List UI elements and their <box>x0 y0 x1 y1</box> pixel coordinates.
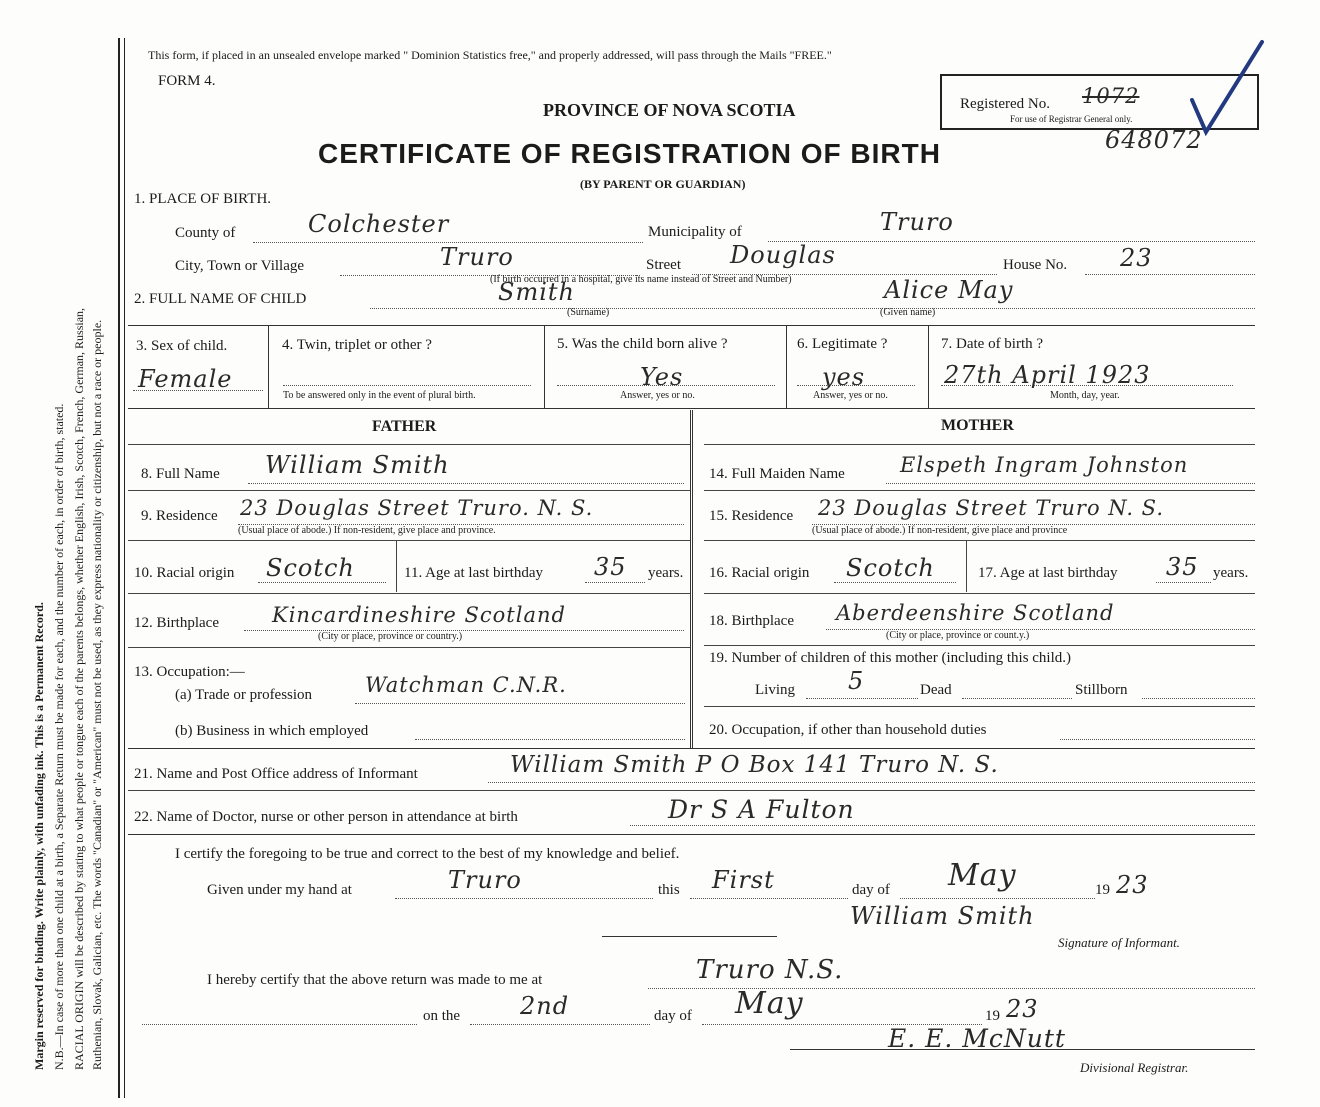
mother-racial: Scotch <box>846 554 935 582</box>
dayof-label: day of <box>852 882 890 898</box>
father-racial-label: 10. Racial origin <box>134 565 235 581</box>
given-label: Given under my hand at <box>207 882 352 898</box>
given-caption: (Given name) <box>880 307 936 318</box>
living-label: Living <box>755 682 795 698</box>
dob-label: 7. Date of birth ? <box>941 336 1044 352</box>
trade-value: Watchman C.N.R. <box>365 673 567 697</box>
alive-caption: Answer, yes or no. <box>620 390 695 401</box>
street-label: Street <box>646 257 681 273</box>
father-residence: 23 Douglas Street Truro. N. S. <box>240 496 594 520</box>
mother-residence-caption: (Usual place of abode.) If non-resident, give place and province <box>812 525 1068 536</box>
informant-value: William Smith P O Box 141 Truro N. S. <box>510 752 999 778</box>
county-label: County of <box>175 225 236 241</box>
father-birthplace-caption: (City or place, province or country.) <box>318 631 463 642</box>
registered-label: Registered No. <box>960 96 1050 112</box>
twin-note: To be answered only in the event of plural birth. <box>283 390 476 401</box>
registrar-signature: E. E. McNutt <box>888 1024 1066 1053</box>
business-label: (b) Business in which employed <box>175 723 369 739</box>
mother-birthplace-caption: (City or place, province or count.y.) <box>886 630 1030 641</box>
father-age-unit: years. <box>648 565 684 581</box>
certify-statement: I certify the foregoing to be true and correct to the best of my knowledge and belief. <box>175 846 680 862</box>
father-name: William Smith <box>265 451 450 479</box>
given-place: Truro <box>448 866 522 894</box>
registered-number: 1072 <box>1082 84 1140 108</box>
children-count-label: 19. Number of children of this mother (including this child.) <box>709 650 1072 666</box>
child-given-name: Alice May <box>884 276 1014 304</box>
municipality-label: Municipality of <box>648 224 742 240</box>
signature-caption: Signature of Informant. <box>1058 935 1180 950</box>
informant-label: 21. Name and Post Office address of Informant <box>134 766 418 782</box>
mother-age-unit: years. <box>1213 565 1249 581</box>
registrar-caption: Divisional Registrar. <box>1080 1060 1189 1075</box>
form-number: FORM 4. <box>158 73 216 89</box>
hospital-note: (If birth occurred in a hospital, give its name instead of Street and Number) <box>490 274 792 285</box>
certificate-subtitle: (BY PARENT OR GUARDIAN) <box>580 177 746 191</box>
mother-age-label: 17. Age at last birthday <box>978 565 1118 581</box>
margin-rule <box>118 38 120 1098</box>
sex-label: 3. Sex of child. <box>136 338 228 354</box>
mother-racial-label: 16. Racial origin <box>709 565 810 581</box>
sidebar-line-1: Margin reserved for binding. Write plainly, with unfading ink. This is a Permanent Record. <box>32 602 46 1070</box>
dob-value: 27th April 1923 <box>944 361 1151 389</box>
handwritten-number: 648072 <box>1105 126 1203 154</box>
father-residence-label: 9. Residence <box>141 508 218 524</box>
province-heading: PROVINCE OF NOVA SCOTIA <box>543 100 796 120</box>
living-value: 5 <box>848 667 865 695</box>
father-age: 35 <box>594 553 627 581</box>
sidebar-line-4: Ruthenian, Slovak, Galician, etc. The words "Canadian" or "American" must not be used, as they express nationality or citizenship, but not a race or people. <box>90 319 104 1070</box>
margin-rule-inner <box>124 38 125 1098</box>
certify-year-prefix: 19 <box>1095 882 1110 898</box>
certify-year: 23 <box>1116 871 1149 899</box>
father-occupation-label: 13. Occupation:— <box>134 664 245 680</box>
registrar-dayof-label: day of <box>654 1008 692 1024</box>
mother-name: Elspeth Ingram Johnston <box>900 453 1189 477</box>
registrar-day: 2nd <box>520 992 570 1020</box>
this-label: this <box>658 882 680 898</box>
alive-value: Yes <box>640 363 684 391</box>
house-label: House No. <box>1003 257 1068 273</box>
stillborn-label: Stillborn <box>1075 682 1128 698</box>
father-birthplace: Kincardineshire Scotland <box>272 603 566 627</box>
sex-value: Female <box>138 365 233 393</box>
mother-birthplace: Aberdeenshire Scotland <box>836 601 1115 625</box>
dead-label: Dead <box>920 682 952 698</box>
registrar-year: 23 <box>1006 995 1039 1023</box>
doctor-label: 22. Name of Doctor, nurse or other person in attendance at birth <box>134 809 518 825</box>
child-surname: Smith <box>498 278 575 306</box>
legitimate-value: yes <box>822 363 866 391</box>
municipality-value: Truro <box>880 208 954 236</box>
legitimate-caption: Answer, yes or no. <box>813 390 888 401</box>
alive-label: 5. Was the child born alive ? <box>557 336 728 352</box>
house-value: 23 <box>1120 244 1153 272</box>
father-birthplace-label: 12. Birthplace <box>134 615 219 631</box>
child-name-label: 2. FULL NAME OF CHILD <box>134 291 307 307</box>
mail-notice: This form, if placed in an unsealed envelope marked " Dominion Statistics free," and properly addressed, will pass through the Mails "FREE." <box>148 48 832 62</box>
onthe-label: on the <box>423 1008 461 1024</box>
father-heading: FATHER <box>372 418 437 435</box>
city-label: City, Town or Village <box>175 258 305 274</box>
certify-month: May <box>948 858 1017 893</box>
trade-label: (a) Trade or profession <box>175 687 313 703</box>
place-of-birth-heading: 1. PLACE OF BIRTH. <box>134 191 272 207</box>
registrar-statement: I hereby certify that the above return was made to me at <box>207 972 543 988</box>
mother-residence: 23 Douglas Street Truro N. S. <box>818 496 1164 520</box>
surname-caption: (Surname) <box>567 307 610 318</box>
registrar-place: Truro N.S. <box>696 955 844 985</box>
mother-name-label: 14. Full Maiden Name <box>709 466 845 482</box>
mother-residence-label: 15. Residence <box>709 508 794 524</box>
street-value: Douglas <box>730 241 836 269</box>
mother-occupation-label: 20. Occupation, if other than household duties <box>709 722 987 738</box>
father-residence-caption: (Usual place of abode.) If non-resident, give place and province. <box>238 525 496 536</box>
sidebar-line-3: RACIAL ORIGIN will be described by stating to what people or tongue each of the parents belongs, whether English, Irish, Scotch, French, German, Russian, <box>72 307 86 1070</box>
this-day: First <box>712 866 775 894</box>
sidebar-line-2: N.B.—In case of more than one child at a birth, a Separate Return must be made for each, and the number of each, in order of birth, stated. <box>52 403 66 1070</box>
checkmark-icon <box>1188 38 1268 138</box>
legitimate-label: 6. Legitimate ? <box>797 336 888 352</box>
registrar-month: May <box>735 986 804 1021</box>
mother-heading: MOTHER <box>941 417 1014 434</box>
father-name-label: 8. Full Name <box>141 466 220 482</box>
doctor-value: Dr S A Fulton <box>668 795 855 824</box>
city-value: Truro <box>440 243 514 271</box>
registrar-year-prefix: 19 <box>985 1008 1000 1024</box>
county-value: Colchester <box>308 210 450 238</box>
father-racial: Scotch <box>266 554 355 582</box>
mother-birthplace-label: 18. Birthplace <box>709 613 794 629</box>
father-age-label: 11. Age at last birthday <box>404 565 543 581</box>
registrar-note: For use of Registrar General only. <box>1010 114 1133 124</box>
twin-label: 4. Twin, triplet or other ? <box>282 337 432 353</box>
informant-signature: William Smith <box>850 902 1035 930</box>
mother-age: 35 <box>1166 553 1199 581</box>
certificate-title: CERTIFICATE OF REGISTRATION OF BIRTH <box>318 138 941 169</box>
dob-caption: Month, day, year. <box>1050 390 1120 401</box>
